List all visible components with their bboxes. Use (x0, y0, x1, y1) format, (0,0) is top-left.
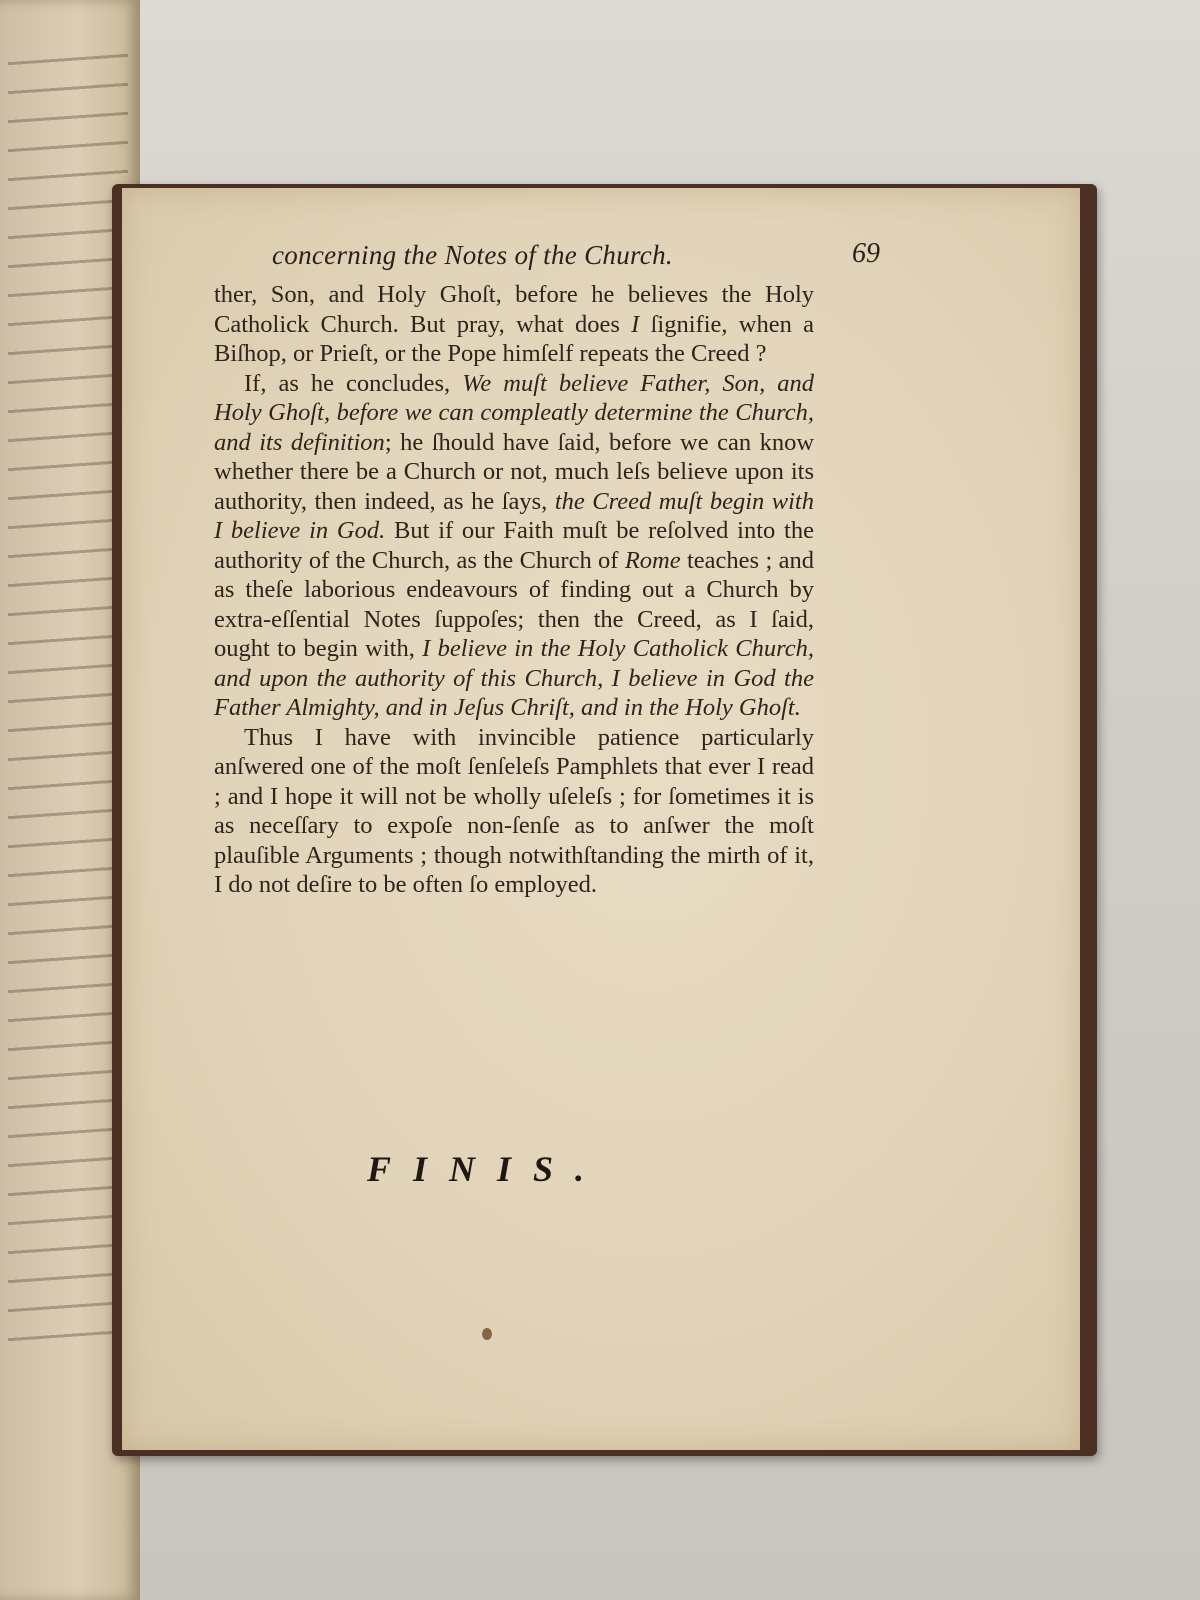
body-text (214, 280, 814, 900)
italic-text-segment: We muſt believe Father, Son, and Holy Ghoſt, before we can compleatly determine the Church, and its definition (214, 369, 814, 456)
italic-text-segment: I (631, 310, 640, 338)
text-segment: ; he ſhould have ſaid, before we can know whether there be a Church or not, much leſs believe upon its authority, then indeed, as he ſays, (214, 428, 815, 515)
paragraph (214, 280, 814, 369)
page-number: 69 (852, 238, 880, 269)
italic-text-segment: I believe in the Holy Catholick Church, and upon the authority of this Church, I believe in God the Father Almighty, and in Jeſus Chriſt, and in the Holy Ghoſt. (214, 635, 814, 721)
finis-mark: FINIS. (367, 1149, 607, 1189)
text-segment: If, as he concludes, (244, 369, 463, 397)
italic-text-segment: Rome (624, 546, 681, 574)
paragraph (214, 723, 814, 900)
book-page (122, 188, 1080, 1450)
running-head: concerning the Notes of the Church. (272, 240, 673, 270)
ink-stain (482, 1328, 492, 1340)
text-segment: Thus I have with invincible patience particularly anſwered one of the moſt ſenſeleſs Pamphlets that ever I read ; and I hope it will not be wholly uſeleſs ; for ſometimes it is as neceſſary to expoſe non-ſenſe as to anſwer the moſt plauſible Arguments ; though notwithſtanding the mirth of it, I do not deſire to be often ſo employed. (214, 723, 814, 898)
left-page-text-lines (8, 36, 128, 1364)
italic-text-segment: the Creed muſt begin with I believe in God. (214, 487, 814, 544)
text-segment: ther, Son, and Holy Ghoſt, before he believes the Holy Catholick Church. But pray, what does (214, 281, 814, 338)
text-segment: But if our Faith muſt be reſolved into the authority of the Church, as the Church of (214, 517, 814, 574)
text-segment: teaches ; and as theſe laborious endeavours of finding out a Church by extra-eſſential Notes ſuppoſes; then the Creed, as I ſaid, ought to begin with, (214, 546, 814, 662)
text-segment: ſignifie, when a Biſhop, or Prieſt, or the Pope himſelf repeats the Creed ? (214, 310, 814, 367)
paragraph (214, 369, 814, 723)
